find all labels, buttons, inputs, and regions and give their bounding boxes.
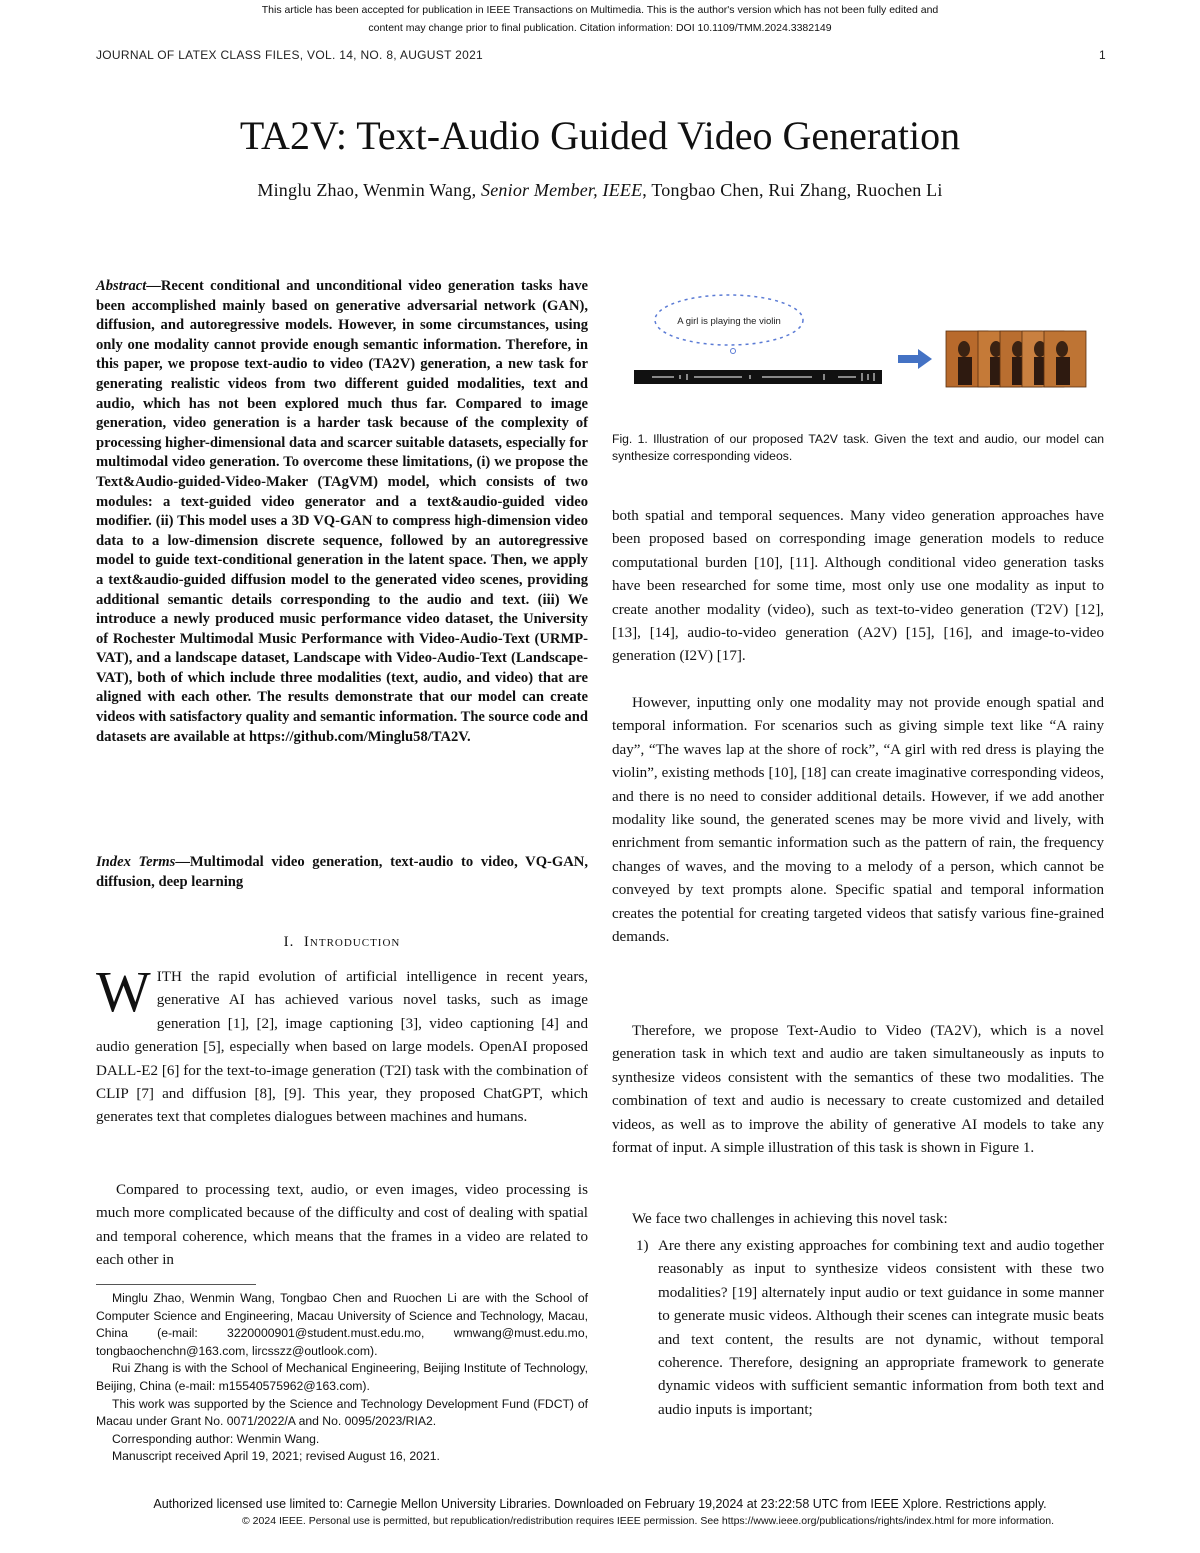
intro-paragraph-1-text: ITH the rapid evolution of artificial intelligence in recent years, generative AI has achieved various novel tasks, such as image generation [1], [2], image captioning [3], video captioning [4] and audio generation [5], especially when based on large models. OpenAI proposed DALL-E2 [6] for the text-to-image generation (T2I) task with the combination of CLIP [7] and diffusion [8], [9]. This year, they proposed ChatGPT, which generates text that completes dialogues between machines and humans.: [96, 969, 588, 1126]
list-item-text: Are there any existing approaches for combining text and audio together reasonably as input to synthesize videos consistent with these two modalities? [19] alternately input audio or text guidance in some manner to generate music videos. Although their scenes can integrate music beats and text content, the results are not dynamic, without temporal coherence. Therefore, designing an appropriate framework to generate dynamic videos with sufficient semantic information from both text and audio inputs is important;: [658, 1238, 1104, 1418]
index-terms-text: —Multimodal video generation, text-audio to video, VQ-GAN, diffusion, deep learning: [96, 854, 588, 890]
footnote-funding: This work was supported by the Science and Technology Development Fund (FDCT) of Macau under Grant No. 0071/2022/A and No. 0095/2023/RIA2.: [96, 1396, 588, 1429]
license-footer: Authorized licensed use limited to: Carnegie Mellon University Libraries. Downloaded on February 19,2024 at 23:22:58 UTC from IEEE Xplore. Restrictions apply.: [153, 1497, 1047, 1511]
audio-waveform-icon: [634, 370, 882, 384]
page-number: 1: [1099, 48, 1106, 62]
section-heading: [96, 934, 588, 951]
list-item-number: 1): [636, 1238, 649, 1254]
authors-part-2: , Tongbao Chen, Rui Zhang, Ruochen Li: [642, 180, 943, 200]
right-paragraph-4: We face two challenges in achieving this novel task:: [632, 1211, 948, 1227]
abstract-text: —Recent conditional and unconditional video generation tasks have been accomplished mainly based on generative adversarial network (GAN), diffusion, and autoregressive models. However, in some circumstances, using only one modality cannot provide enough semantic information. Therefore, in this paper, we propose text-audio to video (TA2V) generation, a new task for generating realistic videos from two different guided modalities, text and audio, which has not been explored much thus far. Compared to image generation, video generation is a harder task because of the complexity of processing higher-dimensional data and scarcer suitable datasets, especially for multimodal video generation. To overcome these limitations, (i) we propose the Text&Audio-guided-Video-Maker (TAgVM) model, which consists of two modules: a text-guided video generator and a text&audio-guided video modifier. (ii) This model uses a 3D VQ-GAN to compress high-dimension video data to a low-dimension discrete sequence, followed by an autoregressive model to guide text-conditional generation in the latent space. Then, we apply a text&audio-guided diffusion model to the generated video scenes, providing additional semantic details corresponding to the audio and text. (iii) We introduce a newly produced music performance video dataset, the University of Rochester Multimodal Music Performance with Video-Audio-Text (URMP-VAT), and a landscape dataset, Landscape with Video-Audio-Text (Landscape-VAT), both of which include three modalities (text, audio, and video) that are aligned with each other. The results demonstrate that our model can create videos with satisfactory quality and semantic information. The source code and datasets are available at https://github.com/Minglu58/TA2V.: [96, 278, 589, 745]
author-membership: Senior Member, IEEE: [481, 180, 643, 200]
text-bubble: [655, 295, 803, 354]
copyright-footer: © 2024 IEEE. Personal use is permitted, but republication/redistribution requires IEEE permission. See https://www.ieee.org/publications/rights/index.html for more information.: [242, 1515, 1054, 1527]
author-list: [0, 178, 1200, 202]
drop-cap: W: [96, 959, 151, 1024]
intro-paragraph-1: [96, 959, 588, 1130]
figure-1-illustration: [612, 283, 1104, 423]
footnote-affiliation-2: Rui Zhang is with the School of Mechanical Engineering, Beijing Institute of Technology, Beijing, China (e-mail: m15540575962@163.com).: [96, 1361, 588, 1393]
footnote-rule: [96, 1284, 256, 1285]
video-frames: [946, 331, 1086, 387]
running-head: [96, 48, 1106, 62]
right-paragraph-1: both spatial and temporal sequences. Many video generation approaches have been proposed based on corresponding image generation models to reduce computational burden [10], [11]. Although conditional video generation tasks have been researched for some time, most only use one modality as input to create another modality (video), such as text-to-video generation (T2V) [12], [13], [14], audio-to-video generation (A2V) [15], [16], and image-to-video generation (I2V) [17].: [612, 508, 1104, 665]
right-arrow-icon: [898, 349, 932, 369]
video-frame-5: [1044, 331, 1086, 387]
intro-paragraph-2: Compared to processing text, audio, or even images, video processing is much more complicated because of the difficulty and cost of dealing with spatial and temporal coherence, which means that the frames in a video are related to each other in: [96, 1182, 588, 1269]
paper-title: TA2V: Text-Audio Guided Video Generation: [239, 113, 961, 158]
footnote-corresponding: Corresponding author: Wenmin Wang.: [112, 1431, 320, 1446]
section-title: Introduction: [303, 934, 401, 950]
bubble-text: A girl is playing the violin: [677, 316, 781, 327]
index-terms: [96, 853, 588, 892]
journal-name: JOURNAL OF LATEX CLASS FILES, VOL. 14, NO. 8, AUGUST 2021: [96, 48, 484, 62]
right-paragraph-3: Therefore, we propose Text-Audio to Video (TA2V), which is a novel generation task in which text and audio are taken simultaneously as inputs to synthesize videos consistent with the semantics of these two modalities. The combination of text and audio is necessary to create customized and detailed videos, as well as to improve the ability of generative AI models to take any format of input. A simple illustration of this task is shown in Figure 1.: [612, 1023, 1104, 1157]
banner-line-1: This article has been accepted for publication in IEEE Transactions on Multimedia. This is the author's version which has not been fully edited and: [261, 4, 939, 16]
footnotes: [96, 1290, 588, 1466]
right-paragraph-2: However, inputting only one modality may not provide enough spatial and temporal information. For scenarios such as giving simple text like “A rainy day”, “The waves lap at the shore of rock”, “A girl with red dress is playing the violin”, existing methods [10], [18] can create imaginative corresponding videos, and there is no need to consider additional details. However, if we add another modality like sound, the generated scenes may be more vivid and lively, with enrichment from semantic information such as the pattern of rain, the frequency changes of waves, and the moving to a melody of a person, which cannot be conveyed by text prompts alone. Specific spatial and temporal information creates the potential for creating targeted videos that satisfy various fine-grained demands.: [612, 695, 1104, 946]
abstract: [96, 277, 588, 747]
figure-1: [612, 283, 1104, 423]
figure-1-caption: Fig. 1. Illustration of our proposed TA2V task. Given the text and audio, our model can synthesize corresponding videos.: [612, 432, 1104, 464]
authors-part-1: Minglu Zhao, Wenmin Wang,: [257, 180, 482, 200]
acceptance-banner: [0, 0, 1200, 38]
abstract-label: Abstract: [96, 278, 147, 294]
footnote-affiliation: Minglu Zhao, Wenmin Wang, Tongbao Chen and Ruochen Li are with the School of Computer Science and Engineering, Macau University of Science and Technology, Macau, China (e-mail: 3220000901@student.must.edu.mo, wmwang@must.edu.mo, tongbaochenchn@163.com, lircsszz@outlook.com).: [96, 1291, 588, 1358]
footnote-manuscript: Manuscript received April 19, 2021; revised August 16, 2021.: [112, 1449, 440, 1464]
index-terms-label: Index Terms: [96, 854, 176, 870]
banner-line-2: content may change prior to final publication. Citation information: DOI 10.1109/TMM.2024.3382149: [368, 22, 832, 34]
section-number: I.: [283, 934, 295, 950]
